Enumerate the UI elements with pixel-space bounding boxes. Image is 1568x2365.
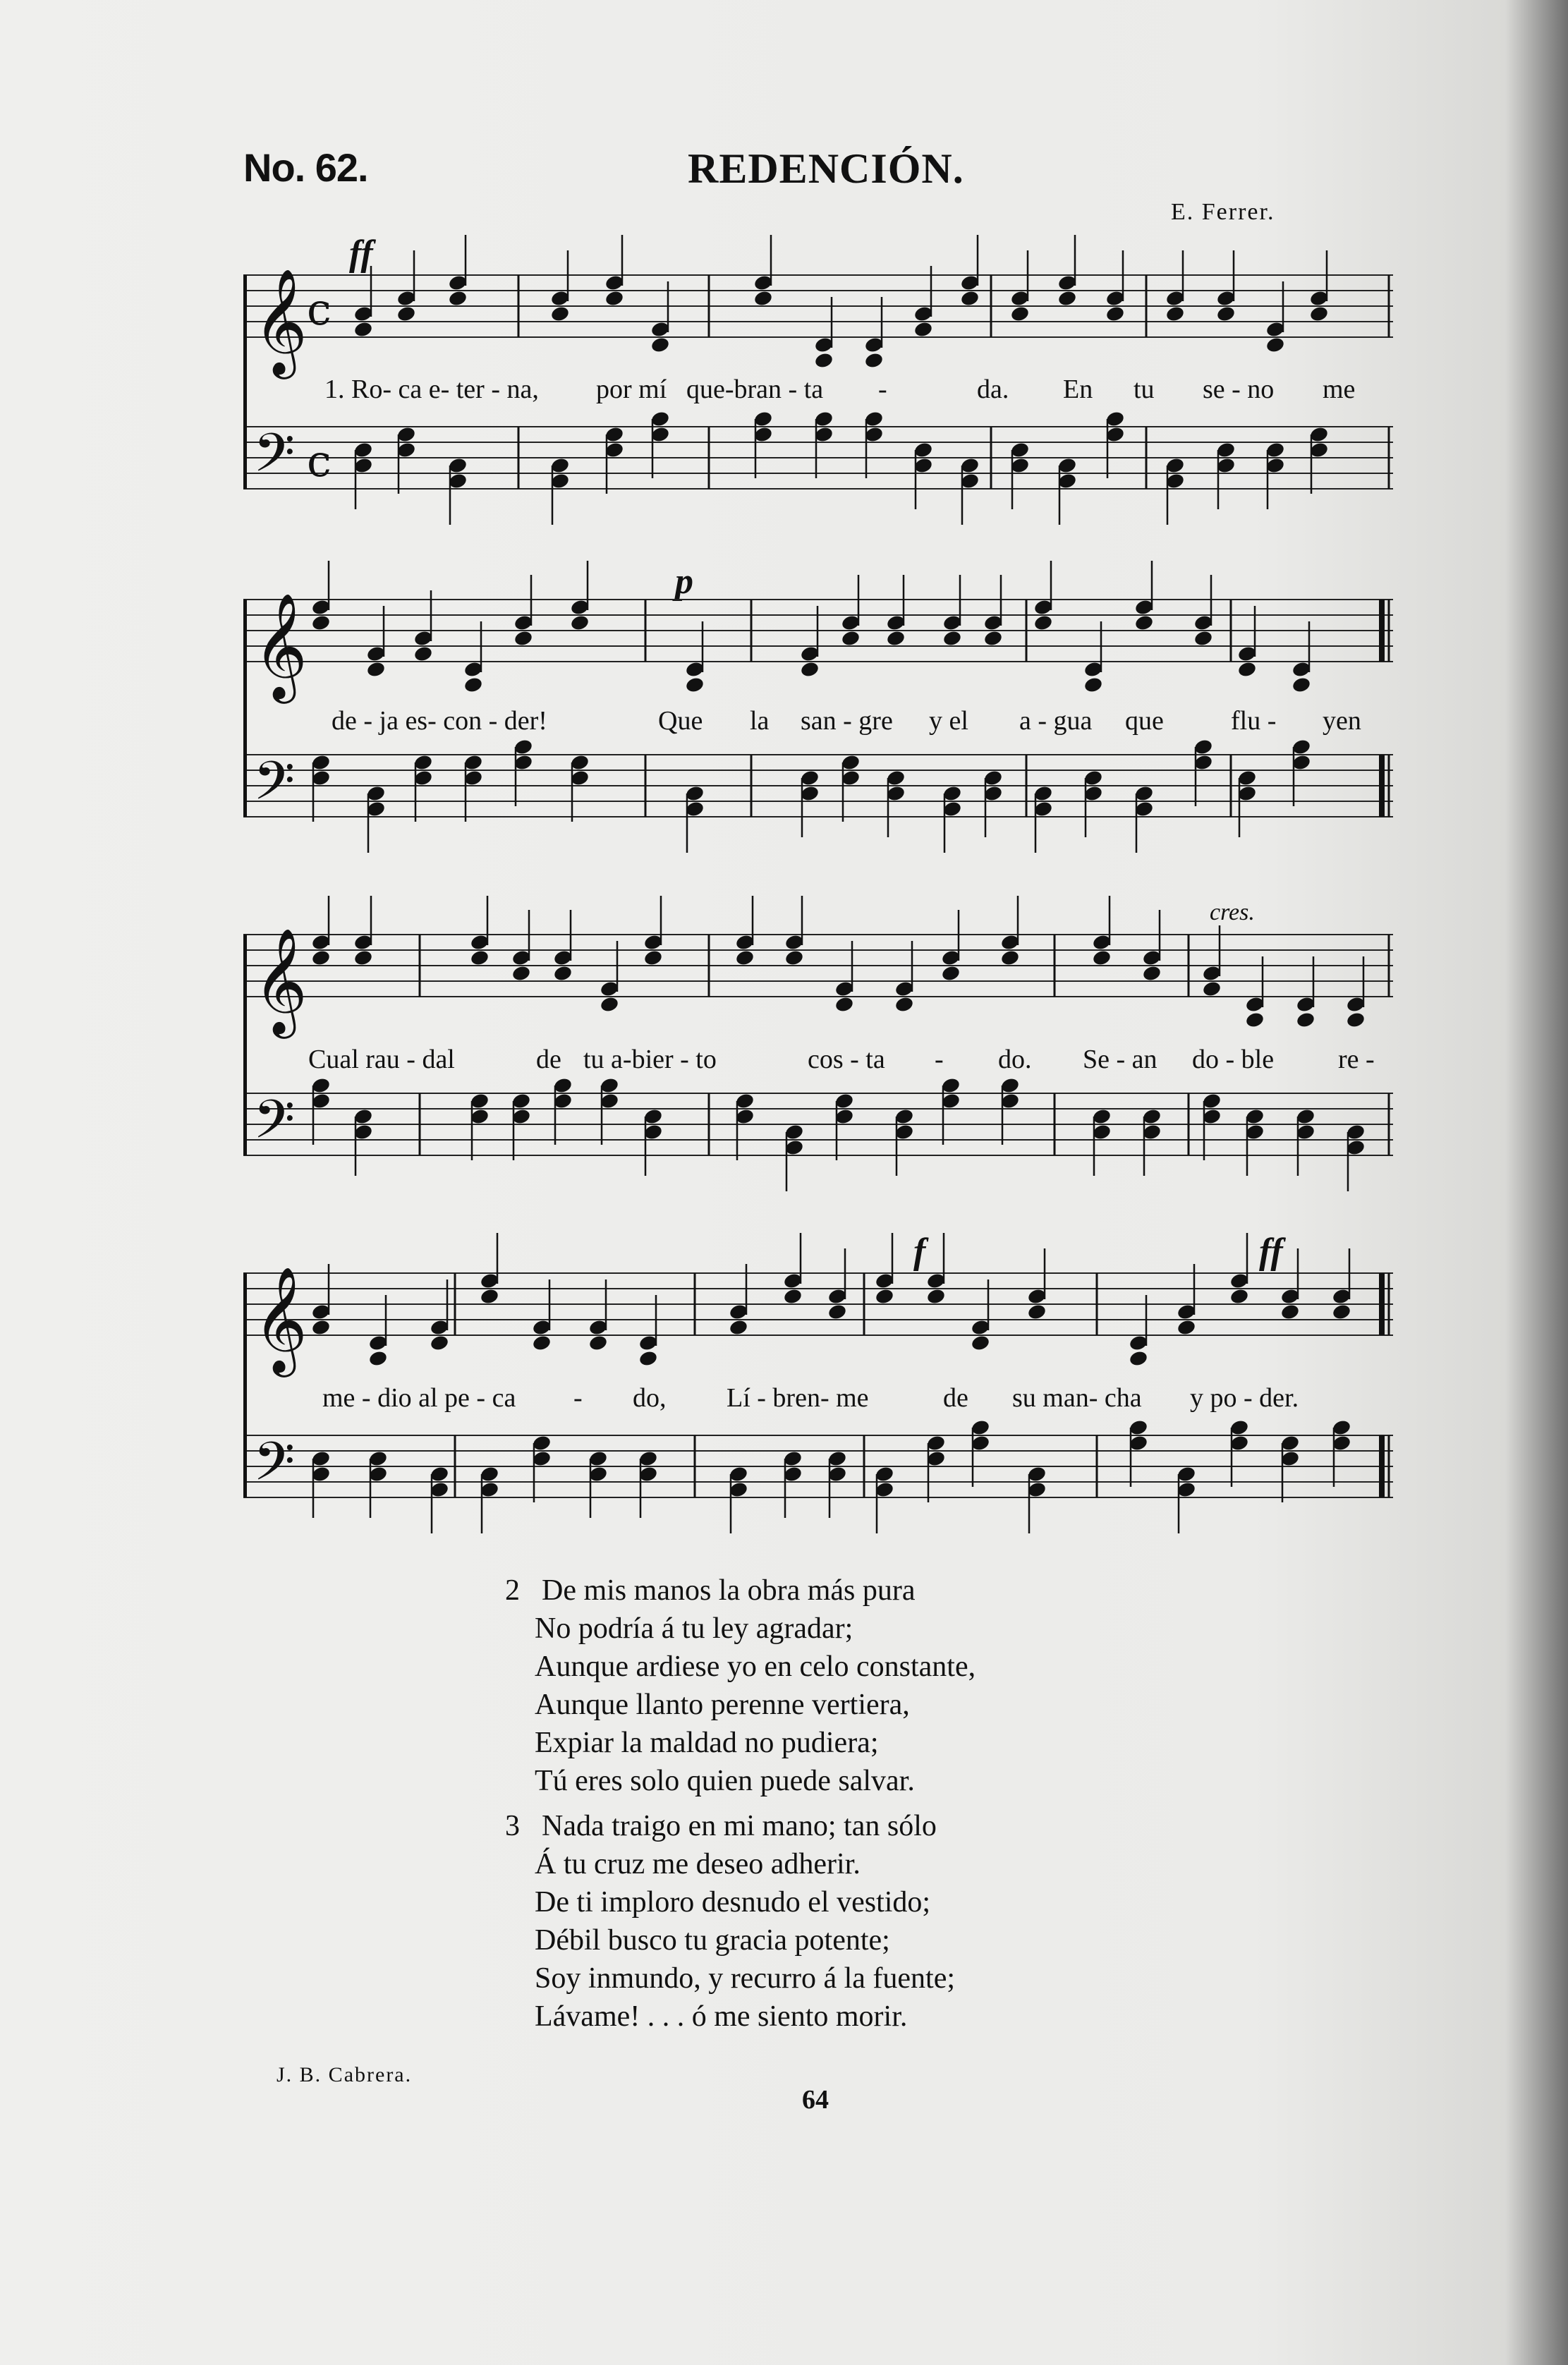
music-system-3 (243, 896, 1400, 1199)
svg-text:𝄞: 𝄞 (253, 592, 308, 699)
verse-line: Soy inmundo, y recurro á la fuente; (535, 1962, 955, 1995)
lyrics-line: 1. Ro- ca e- ter - na, por mí que-bran - ta - da. En tu se - no me (324, 375, 1356, 404)
hymn-title: REDENCIÓN. (688, 145, 964, 192)
hymn-number: No. 62. (243, 145, 368, 190)
lyrics-line: Cual rau - dal de tu a-bier - to cos - ta - do. Se - an do - ble re - (308, 1045, 1375, 1074)
verse-line: Tú eres solo quien puede salvar. (535, 1765, 915, 1797)
verse-line: Débil busco tu gracia potente; (535, 1924, 890, 1957)
verse-line: Nada traigo en mi mano; tan sólo (542, 1810, 937, 1842)
verse-line: Aunque llanto perenne vertiera, (535, 1689, 910, 1721)
svg-text:𝄞: 𝄞 (253, 267, 308, 375)
lyrics-line: me - dio al pe - ca - do, Lí - bren- me de su man- cha y po - der. (322, 1383, 1299, 1413)
composer: E. Ferrer. (1171, 199, 1275, 225)
verse-number: 2 (505, 1574, 520, 1607)
music-system-4 (243, 1231, 1400, 1541)
verse-line: Á tu cruz me deseo adherir. (535, 1848, 861, 1880)
dynamic-marking: p (675, 561, 693, 602)
svg-text:𝄞: 𝄞 (253, 1265, 308, 1373)
svg-text:𝄢: 𝄢 (253, 1430, 296, 1506)
verse-line: Lávame! . . . ó me siento morir. (535, 2000, 908, 2033)
verse-2 (506, 1571, 976, 1800)
svg-text:𝄢: 𝄢 (253, 1088, 296, 1164)
verse-line: De mis manos la obra más pura (542, 1574, 916, 1607)
lyricist: J. B. Cabrera. (276, 2063, 413, 2086)
dynamic-marking: f (913, 1232, 926, 1272)
svg-text:𝄞: 𝄞 (253, 927, 308, 1034)
verse-number: 3 (505, 1810, 520, 1842)
music-system-2 (243, 561, 1400, 857)
svg-text:c: c (307, 284, 332, 335)
dynamic-marking: ff (349, 233, 373, 274)
verses (506, 1571, 976, 2036)
svg-text:𝄢: 𝄢 (253, 750, 296, 825)
verse-line: No podría á tu ley agradar; (535, 1612, 853, 1645)
page-number: 64 (802, 2085, 829, 2115)
verse-3 (506, 1807, 976, 2036)
svg-text:c: c (307, 435, 332, 487)
verse-line: Expiar la maldad no pudiera; (535, 1727, 879, 1759)
svg-text:𝄢: 𝄢 (253, 422, 296, 497)
music-system-1 (243, 233, 1400, 529)
dynamic-marking: cres. (1210, 899, 1255, 925)
lyrics-line: de - ja es- con - der! Que la san - gre y el a - gua que flu - yen (332, 706, 1361, 736)
verse-line: De ti imploro desnudo el vestido; (535, 1886, 931, 1919)
dynamic-marking: ff (1259, 1232, 1283, 1272)
verse-line: Aunque ardiese yo en celo constante, (535, 1650, 976, 1683)
